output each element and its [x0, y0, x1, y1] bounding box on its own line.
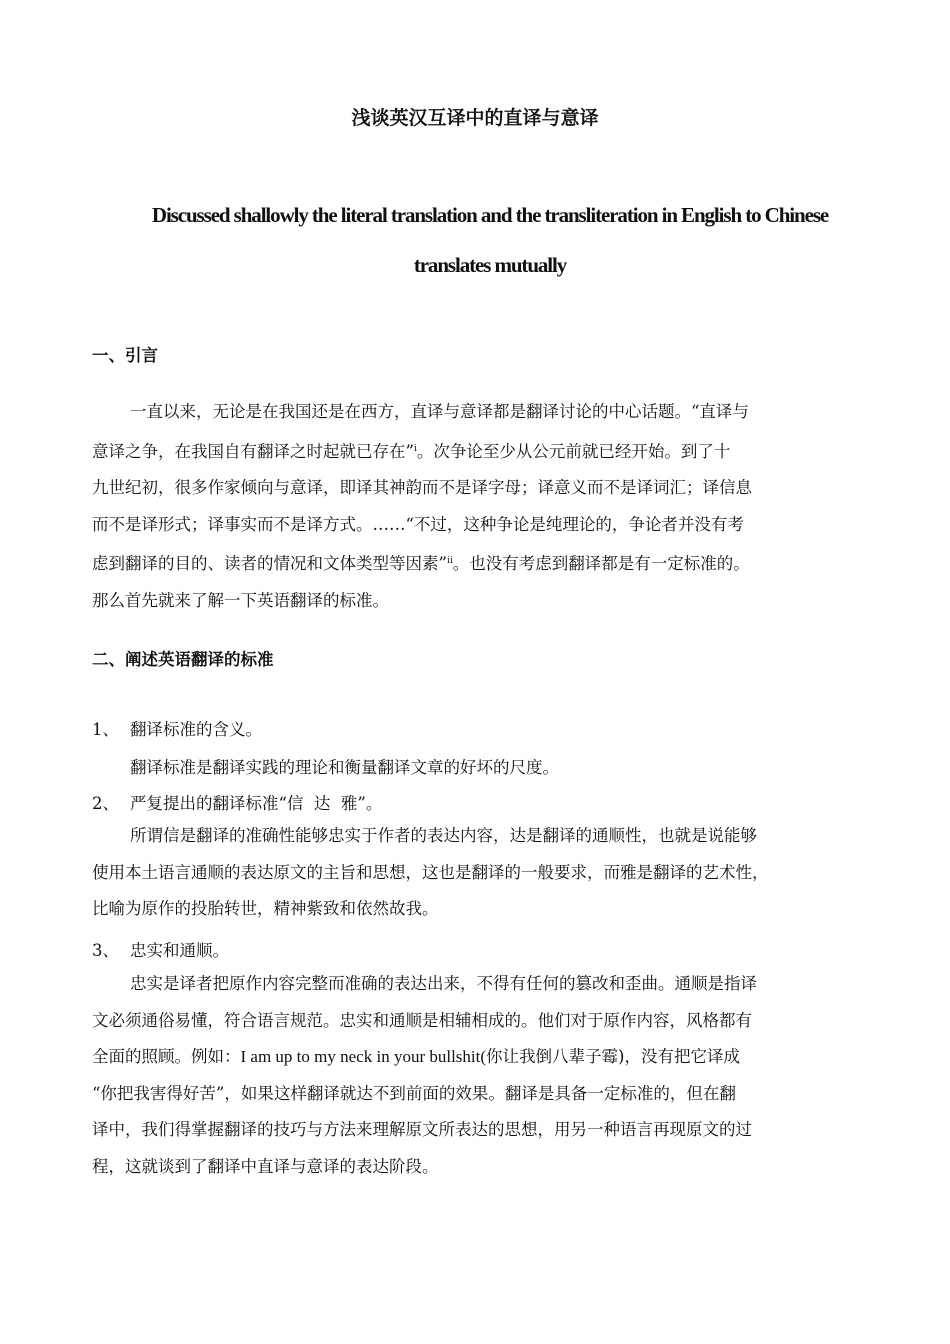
paragraph-line — [92, 431, 862, 471]
english-example: I am up to my neck in your bullshit( — [240, 1047, 487, 1066]
paragraph-line: 而不是译形式；译事实而不是译方式。……“不过，这种争论是纯理论的，争论者并没有考 — [92, 514, 744, 534]
text-segment: 你让我倒八辈子霉)，没有把它译成 — [486, 1047, 740, 1066]
paragraph-line: 使用本土语言通顺的表达原文的主旨和思想，这也是翻译的一般要求，而雅是翻译的艺术性， — [92, 862, 769, 882]
text-segment: 。也没有考虑到翻译都是有一定标准的。 — [452, 554, 750, 573]
item-2-paragraph — [92, 818, 862, 928]
english-title-line-2: translates mutually — [413, 253, 567, 277]
footnote-marker: ii — [446, 556, 453, 566]
item-3-title: 忠实和通顺。 — [130, 941, 229, 960]
paragraph-line: 那么首先就来了解一下英语翻译的标准。 — [92, 590, 389, 610]
item-3-paragraph — [92, 966, 862, 1185]
item-1-body: 翻译标准是翻译实践的理论和衡量翻译文章的好坏的尺度。 — [130, 758, 559, 777]
text-segment: 虑到翻译的目的、读者的情况和文体类型等因素” — [92, 554, 447, 573]
section-1-heading: 一、引言 — [92, 346, 158, 365]
item-1-number: 1、 — [92, 720, 119, 739]
chinese-title: 浅谈英汉互译中的直译与意译 — [351, 107, 599, 129]
paragraph-line: 一直以来，无论是在我国还是在西方，直译与意译都是翻译讨论的中心话题。“直译与 — [130, 402, 749, 421]
intro-paragraph — [92, 394, 862, 619]
item-3-number: 3、 — [92, 941, 119, 960]
english-title-line-1: Discussed shallowly the literal translation and the transliteration in English to Chinese — [151, 203, 829, 227]
item-1-title: 翻译标准的含义。 — [130, 720, 262, 739]
text-segment: 。次争论至少从公元前就已经开始。到了十 — [416, 441, 731, 461]
footnote-marker: i — [413, 443, 417, 454]
paragraph-line — [92, 1039, 862, 1076]
paragraph-line: 译中，我们得掌握翻译的技巧与方法来理解原文所表达的思想，用另一种语言再现原文的过 — [92, 1120, 752, 1139]
paragraph-line: 所谓信是翻译的准确性能够忠实于作者的表达内容，达是翻译的通顺性，也就是说能够 — [130, 826, 757, 845]
text-segment: 全面的照顾。例如： — [92, 1047, 241, 1066]
paragraph-line: 文必须通俗易懂，符合语言规范。忠实和通顺是相辅相成的。他们对于原作内容，风格都有 — [92, 1010, 752, 1030]
item-2-title: 严复提出的翻译标准“信 达 雅”。 — [130, 794, 383, 813]
paragraph-line — [92, 543, 862, 583]
paragraph-line: 程，这就谈到了翻译中直译与意译的表达阶段。 — [92, 1156, 439, 1176]
section-2-heading: 二、阐述英语翻译的标准 — [92, 650, 274, 669]
item-2-number: 2、 — [92, 794, 119, 813]
paragraph-line: 比喻为原作的投胎转世，精神紫致和依然故我。 — [92, 899, 439, 918]
text-segment: 意译之争，在我国自有翻译之时起就已存在” — [92, 441, 414, 461]
paragraph-line: “你把我害得好苦”，如果这样翻译就达不到前面的效果。翻译是具备一定标准的，但在翻 — [92, 1083, 736, 1103]
paragraph-line: 九世纪初，很多作家倾向与意译，即译其神韵而不是译字母；译意义而不是译词汇；译信息 — [92, 478, 752, 497]
paragraph-line: 忠实是译者把原作内容完整而准确的表达出来，不得有任何的篡改和歪曲。通顺是指译 — [130, 974, 757, 993]
